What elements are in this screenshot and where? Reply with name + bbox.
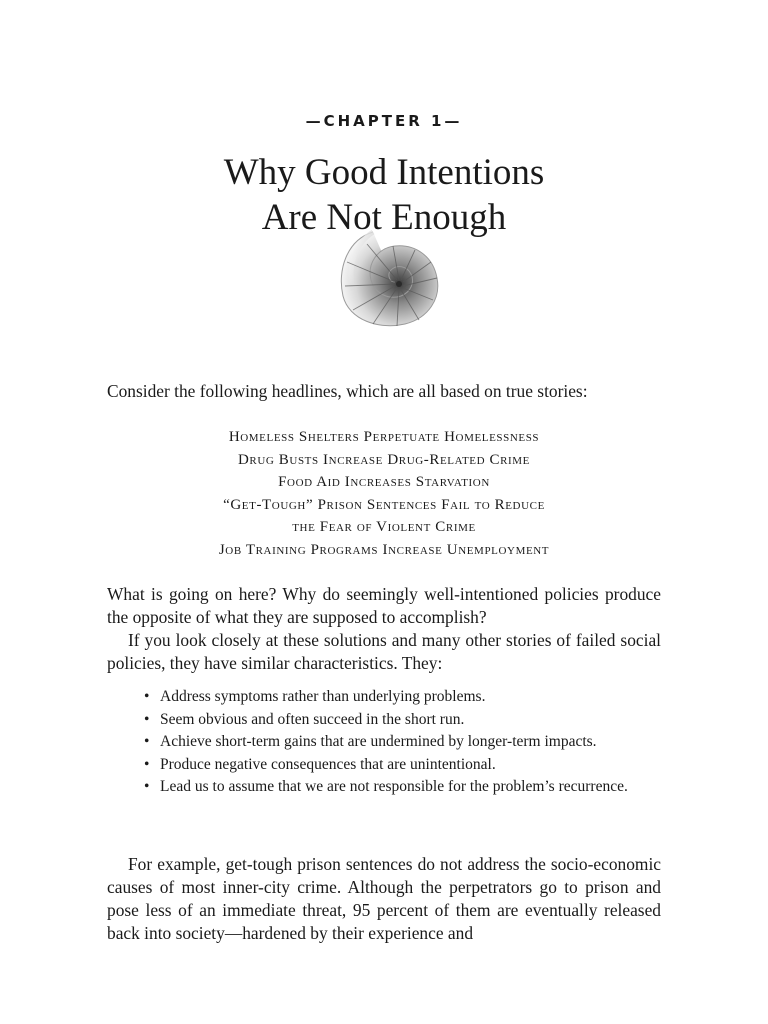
- list-item: [144, 709, 630, 732]
- intro-paragraph: Consider the following headlines, which are all based on true stories:: [107, 381, 588, 401]
- bullet-icon: •: [144, 778, 150, 796]
- characteristics-list: [144, 686, 630, 799]
- headline-item: Food Aid Increases Starvation: [278, 474, 490, 491]
- headline-item: the Fear of Violent Crime: [292, 519, 476, 536]
- headline-item: Job Training Programs Increase Unemployment: [218, 541, 550, 558]
- nautilus-shell-icon: [333, 226, 441, 330]
- list-item: [144, 731, 630, 754]
- paragraph-2: If you look closely at these solutions and many other stories of failed social policies, they have similar characteristics. They:: [107, 630, 661, 673]
- list-item: [144, 754, 630, 777]
- paragraph-1: What is going on here? Why do seemingly well-intentioned policies produce the opposite of what they are supposed to accomplish?: [107, 584, 661, 627]
- headline-item: Drug Busts Increase Drug-Related Crime: [238, 451, 530, 468]
- headline-list: [107, 426, 661, 562]
- headline-item: “Get-Tough” Prison Sentences Fail to Reduce: [223, 496, 545, 513]
- chapter-title-line-1: Why Good Intentions: [223, 152, 545, 193]
- list-item: [144, 776, 630, 799]
- bullet-icon: •: [144, 733, 150, 751]
- list-item-text: Achieve short-term gains that are undermined by longer-term impacts.: [160, 733, 597, 751]
- bullet-icon: •: [144, 688, 150, 705]
- body-section-1: [107, 583, 661, 675]
- list-item-text: Seem obvious and often succeed in the short run.: [160, 710, 465, 728]
- list-item-text: Produce negative consequences that are unintentional.: [160, 755, 496, 773]
- list-item-text: Lead us to assume that we are not responsible for the problem’s recurrence.: [160, 778, 628, 796]
- bullet-icon: •: [144, 755, 150, 773]
- headline-item: Homeless Shelters Perpetuate Homelessness: [228, 429, 540, 445]
- chapter-label: —CHAPTER 1—: [305, 112, 463, 130]
- paragraph-3: For example, get-tough prison sentences do not address the socio-economic causes of most inner-city crime. Although the perpetrators go to prison and pose less of an immediate threat, 95 percent of them are eventually released back into society—hardened by their experience and: [107, 854, 661, 943]
- list-item-text: Address symptoms rather than underlying problems.: [160, 688, 486, 705]
- list-item: [144, 686, 630, 709]
- bullet-icon: •: [144, 710, 150, 728]
- chapter-title-line-2: Are Not Enough: [261, 197, 507, 238]
